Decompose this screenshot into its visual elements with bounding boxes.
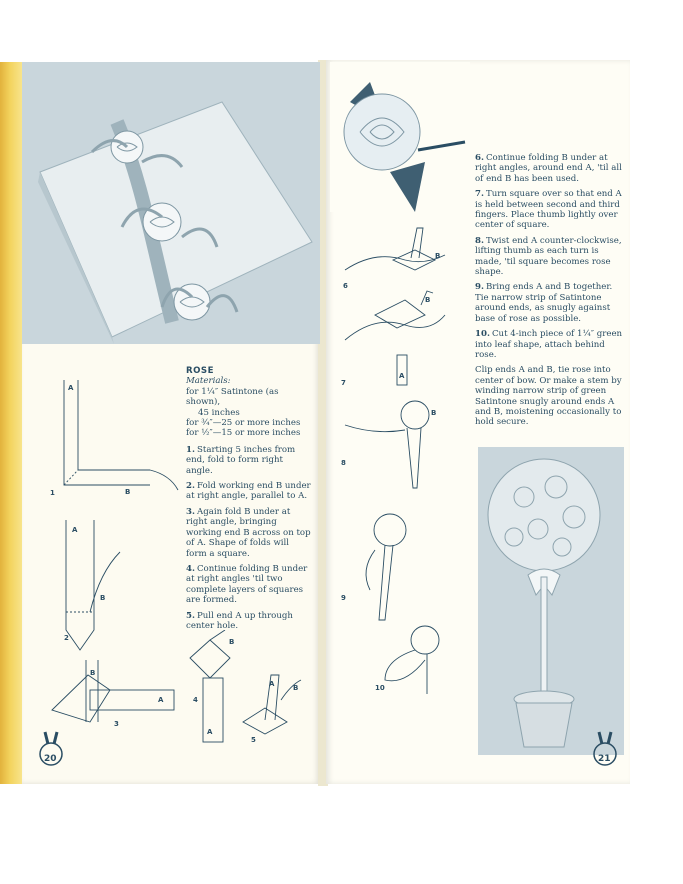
svg-text:A: A [68,384,74,392]
svg-text:8: 8 [341,459,346,467]
page-number-left: 20 [44,754,57,764]
svg-text:B: B [90,669,96,677]
svg-text:B: B [425,296,431,304]
step: 6. Continue folding B under at right angles, around end A, 'til all of end B has been used. [475,153,622,184]
step: 5. Pull end A up through center hole. [186,610,293,631]
svg-text:A: A [72,526,78,534]
svg-text:B: B [229,638,235,646]
step: 4. Continue folding B under at right angles 'til two complete layers of squares are formed. [186,563,308,606]
section-title: ROSE [186,366,214,376]
svg-text:6: 6 [343,282,348,290]
step: 10. Cut 4-inch piece of 1¼″ green into leaf shape, attach behind rose. [475,329,623,360]
fold-diagrams-right [335,220,475,700]
materials-line: 45 inches [198,407,240,418]
cover-edge [0,62,22,784]
rose-instructions-continued [475,153,623,433]
svg-text:A: A [158,696,164,704]
step: 8. Twist end A counter-clockwise, lifting thumb as each turn is made, 'til square becomes rose shape. [475,235,622,278]
svg-text:7: 7 [341,379,346,387]
materials-label: Materials: [186,376,231,387]
step: 2. Fold working end B under at right angle, parallel to A. [186,481,311,502]
rose-instructions [186,366,312,636]
closing-note: Clip ends A and B, tie rose into center of bow. Or make a stem by winding narrow strip of green Satintone snugly around ends A and B, moistening occasionally to hold secure. [475,365,622,428]
fold-diagrams-4-5 [185,630,320,750]
svg-text:4: 4 [193,696,198,704]
page-number-right: 21 [598,754,611,764]
svg-text:B: B [100,594,106,602]
fold-diagrams-left [30,350,190,770]
step: 1. Starting 5 inches from end, fold to form right angle. [186,444,296,476]
bunny-logo [592,730,618,774]
step: 3. Again fold B under at right angle, bringing working end B across on top of A. Shape of folds will form a square. [186,506,311,559]
svg-text:B: B [431,409,437,417]
svg-text:A: A [399,372,405,380]
gift-box-photo [22,62,320,344]
rose-bouquet-photo [330,62,470,212]
svg-text:A: A [207,728,213,736]
materials-line: for ¾″—25 or more inches [186,418,301,429]
materials-line: for ½″—15 or more inches [186,428,301,439]
rose-topiary-photo [478,447,624,755]
materials-line: for 1¼″ Satintone (as shown), [186,386,279,408]
svg-text:B: B [125,488,131,496]
step: 7. Turn square over so that end A is held between second and third fingers. Place thumb lightly over center of square. [475,189,622,231]
bunny-logo [38,730,64,774]
step: 9. Bring ends A and B together. Tie narrow strip of Satintone around ends, as snugly against base of rose as possible. [475,282,613,324]
svg-text:9: 9 [341,594,346,602]
svg-text:2: 2 [64,634,69,642]
svg-text:10: 10 [375,684,385,692]
svg-text:1: 1 [50,489,55,497]
svg-text:5: 5 [251,736,256,744]
svg-text:B: B [435,252,441,260]
svg-text:A: A [269,680,275,688]
svg-text:B: B [293,684,299,692]
svg-text:3: 3 [114,720,119,728]
